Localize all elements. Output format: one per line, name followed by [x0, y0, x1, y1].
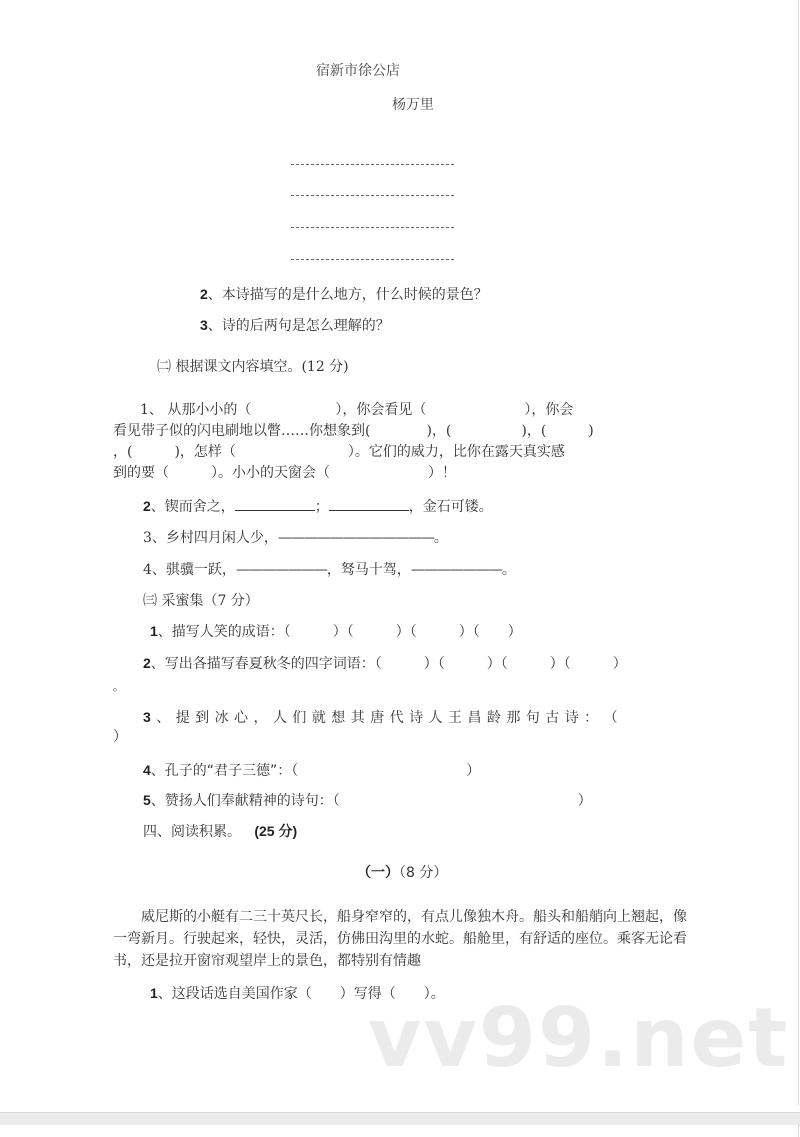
answer-blank-line-2 — [291, 195, 454, 196]
fill-q1-line-4: 到的要（ ）。小小的天窗会（ ）！ — [113, 465, 456, 481]
fill-q3: 3、乡村四月闲人少，————————————。 — [143, 530, 448, 546]
next-page-edge — [0, 1125, 799, 1137]
fill-q4: 4、骐骥一跃，———————，驽马十驾，———————。 — [143, 562, 516, 578]
reading-subheading: （一）（8 分） — [357, 865, 448, 881]
honey-q1: 1、描写人笑的成语：（ ）（ ）（ ）（ ） — [150, 623, 522, 640]
honey-q3: 3 、 提 到 冰 心 ， 人 们 就 想 其 唐 代 诗 人 王 昌 龄 那 句 古 诗 ： （ — [143, 709, 619, 726]
poem-title: 宿新市徐公店 — [316, 63, 400, 79]
page-separator — [0, 1112, 800, 1126]
answer-blank-line-1 — [291, 164, 454, 165]
answer-blank-line-3 — [291, 227, 454, 228]
blank-underline — [235, 498, 315, 511]
reading-passage: 威尼斯的小艇有二三十英尺长，船身窄窄的，有点儿像独木舟。船头和船艄向上翘起，像一弯新月。行驶起来，轻快，灵活，仿佛田沟里的水蛇。船舱里，有舒适的座位。乘客无论看书，还是拉开窗帘观望岸上的景色，都特别有情趣 — [113, 909, 687, 969]
poem-question-3: 3、诗的后两句是怎么理解的？ — [200, 317, 390, 334]
fill-q2: 2、锲而舍之， ； ，金石可镂。 — [143, 498, 493, 515]
watermark: vv99.net — [368, 991, 790, 1086]
honey-q2: 2、写出各描写春夏秋冬的四字词语：（ ）（ ）（ ）（ ） — [143, 655, 627, 672]
blank-underline — [329, 498, 409, 511]
section-3-heading: ㈢ 采蜜集（7 分） — [143, 593, 259, 609]
poem-author: 杨万里 — [392, 97, 434, 113]
section-2-heading: ㈡ 根据课文内容填空。(12 分) — [157, 359, 349, 375]
honey-q5: 5、赞扬人们奉献精神的诗句：（ ） — [143, 792, 592, 809]
honey-q3-tail: ） — [113, 729, 127, 745]
reading-q1: 1、这段话选自美国作家（ ）写得（ ）。 — [150, 985, 445, 1002]
answer-blank-line-4 — [291, 259, 454, 260]
section-4-heading: 四、阅读积累。 (25 分) — [143, 823, 298, 840]
poem-question-2: 2、本诗描写的是什么地方，什么时候的景色？ — [200, 286, 488, 303]
honey-q4: 4、孔子的“君子三德”：（ ） — [143, 762, 481, 779]
fill-q1-line-1: 1、 从那小小的（ ），你会看见（ ），你会 — [140, 402, 574, 418]
fill-q1-line-2: 看见带子似的闪电刷地以瞥……你想象到( )，( )，( ) — [113, 423, 594, 439]
honey-q2-tail: 。 — [113, 680, 124, 693]
fill-q1-line-3: ，( )，怎样（ ）。它们的威力，比你在露天真实感 — [113, 444, 565, 460]
